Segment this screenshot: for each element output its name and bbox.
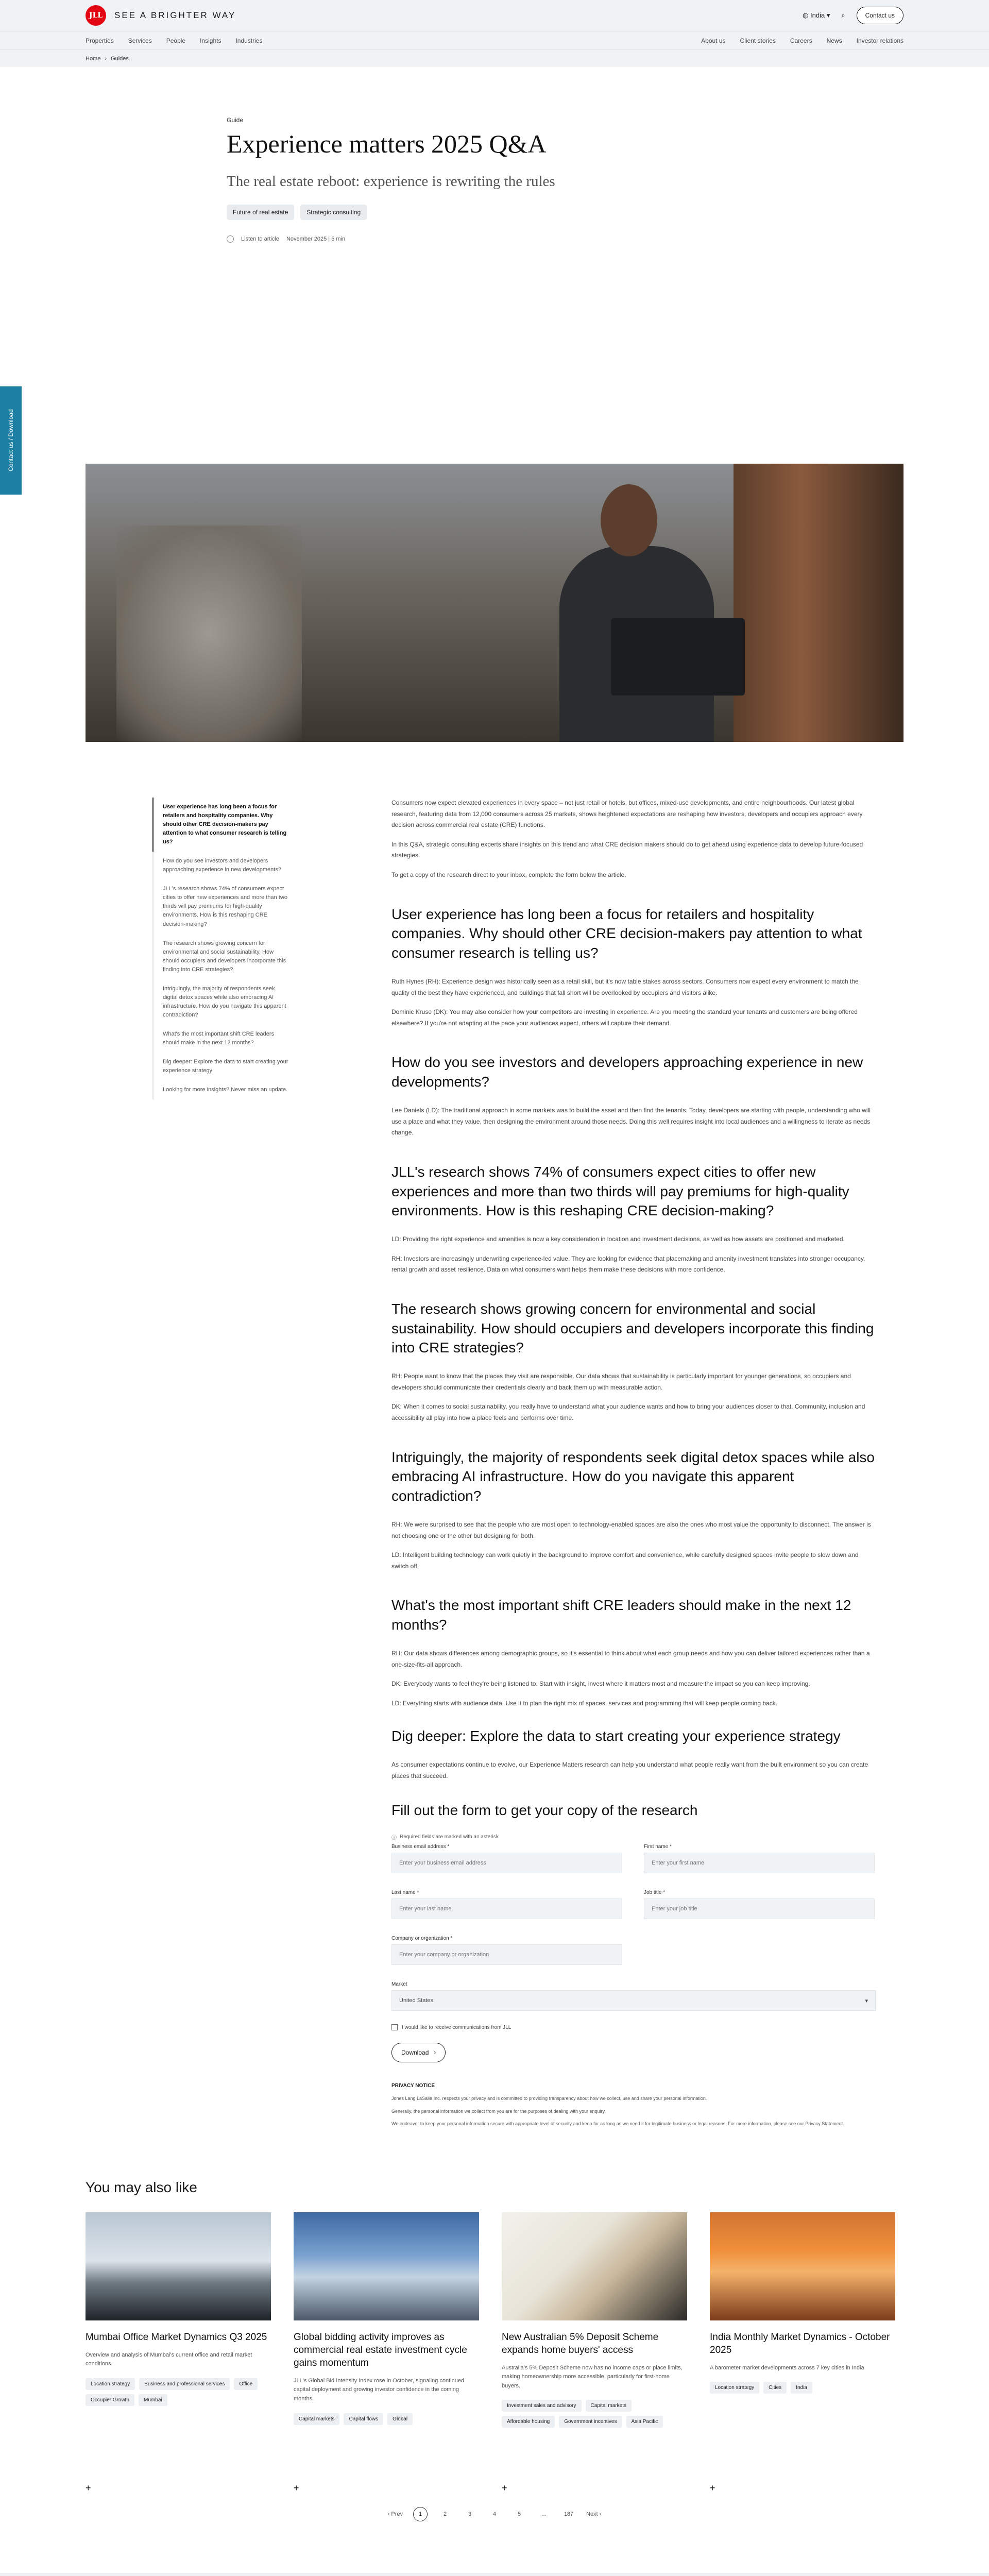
nav-industries[interactable]: Industries: [235, 37, 263, 44]
section-heading: What's the most important shift CRE leaders should make in the next 12 months?: [391, 1597, 851, 1633]
card-tag[interactable]: Business and professional services: [139, 2378, 230, 2390]
last-name-label: Last name *: [391, 1890, 419, 1896]
card-tag[interactable]: Capital markets: [586, 2400, 632, 2412]
card-tag[interactable]: Affordable housing: [502, 2416, 555, 2428]
pagination: [86, 2507, 903, 2521]
card-tag[interactable]: Mumbai: [139, 2394, 167, 2406]
card-tag[interactable]: Capital flows: [344, 2413, 383, 2425]
job-title-field[interactable]: Enter your job title: [644, 1899, 875, 1919]
privacy-paragraph: Generally, the personal information we collect from you are for the purposes of dealing with your enquiry.: [391, 2108, 606, 2114]
intro-paragraph: Consumers now expect elevated experiences in every space – not just retail or hotels, but offices, mixed-use developments, and entire neighbourhoods. Our latest global research, featuring data from 12,000 consumers across 25 markets, shows heightened expectations are reshaping how investors, developers and occupiers approach every decision across commercial real estate (CRE) functions.: [391, 799, 863, 829]
card-title[interactable]: India Monthly Market Dynamics - October 2025: [710, 2331, 890, 2355]
nav-services[interactable]: Services: [128, 37, 152, 44]
publish-date: November 2025 | 5 min: [286, 236, 346, 242]
section-paragraph: RH: Investors are increasingly underwriting experience-led value. They are looking for evidence that placemaking and amenity investment translates into stronger occupancy, rental growth and asset resilience. Data on what consumers want helps them make these decisions with more confidence.: [391, 1255, 865, 1274]
related-card[interactable]: [710, 2212, 895, 2499]
plus-icon[interactable]: +: [710, 2482, 715, 2493]
card-image: [710, 2212, 895, 2320]
toc-item[interactable]: How do you see investors and developers approaching experience in new developments?: [152, 852, 298, 879]
card-title[interactable]: New Australian 5% Deposit Scheme expands home buyers' access: [502, 2331, 659, 2355]
section-heading: Intriguingly, the majority of respondents seek digital detox spaces while also embracing AI infrastructure. How do you navigate this apparent contradiction?: [391, 1449, 875, 1504]
nav-client-stories[interactable]: Client stories: [740, 37, 776, 44]
card-tag[interactable]: Cities: [763, 2382, 787, 2394]
nav-news[interactable]: News: [826, 37, 842, 44]
page-title: Experience matters 2025 Q&A: [227, 129, 547, 158]
card-image: [294, 2212, 479, 2320]
toc-item[interactable]: JLL's research shows 74% of consumers expect cities to offer new experiences and more than two thirds will pay premiums for high-quality environments. How is this reshaping CRE decision-making?: [152, 879, 298, 934]
related-card[interactable]: [86, 2212, 271, 2499]
privacy-paragraph: Jones Lang LaSalle Inc. respects your privacy and is committed to providing transparency about how we collect, use and share your personal information.: [391, 2096, 707, 2102]
card-text: JLL's Global Bid Intensity Index rose in October, signaling continued capital deployment and growing investor confidence in the coming months.: [294, 2377, 465, 2402]
card-image: [502, 2212, 687, 2320]
company-label: Company or organization *: [391, 1936, 453, 1942]
pager-page[interactable]: 4: [492, 2511, 497, 2517]
listen-icon[interactable]: [227, 235, 234, 243]
card-tag[interactable]: Location strategy: [86, 2378, 135, 2390]
email-label: Business email address *: [391, 1844, 450, 1850]
section-heading: JLL's research shows 74% of consumers expect cities to offer new experiences and more than two thirds will pay premiums for high-quality environments. How is this reshaping CRE decision-making?: [391, 1163, 849, 1219]
pager-ellipsis: ...: [541, 2511, 547, 2517]
card-tag[interactable]: Investment sales and advisory: [502, 2400, 582, 2412]
intro-paragraph: To get a copy of the research direct to your inbox, complete the form below the article.: [391, 871, 626, 878]
hero-image: [86, 464, 903, 742]
toc-item[interactable]: What's the most important shift CRE leaders should make in the next 12 months?: [152, 1025, 298, 1053]
section-paragraph: LD: Intelligent building technology can work quietly in the background to improve comfort and convenience, while carefully designed spaces invite people to slow down and switch off.: [391, 1551, 859, 1570]
card-title[interactable]: Global bidding activity improves as commercial real estate investment cycle gains momentum: [294, 2331, 467, 2368]
card-tag[interactable]: Office: [234, 2378, 258, 2390]
section-heading: How do you see investors and developers approaching experience in new developments?: [391, 1054, 863, 1090]
card-title[interactable]: Mumbai Office Market Dynamics Q3 2025: [86, 2331, 267, 2343]
region-selector[interactable]: ◍ India ▾: [803, 11, 830, 19]
consent-label: I would like to receive communications from JLL: [402, 2024, 511, 2030]
nav-properties[interactable]: Properties: [86, 37, 114, 44]
toc-item[interactable]: User experience has long been a focus for retailers and hospitality companies. Why should other CRE decision-makers pay attention to what consumer research is telling us?: [152, 798, 298, 852]
job-title-label: Job title *: [644, 1890, 666, 1896]
card-text: Australia's 5% Deposit Scheme now has no income caps or place limits, making homeownership more accessible, particularly for first-home buyers.: [502, 2364, 683, 2389]
section-paragraph: DK: Everybody wants to feel they're being listened to. Start with insight, invest where it matters most and measure the impact so you can keep improving.: [391, 1680, 810, 1688]
listen-label[interactable]: Listen to article: [241, 236, 279, 242]
consent-checkbox[interactable]: [391, 2024, 398, 2030]
table-of-contents: [152, 798, 298, 2133]
card-tag[interactable]: India: [791, 2382, 812, 2394]
breadcrumb-separator: ›: [105, 55, 107, 62]
toc-item[interactable]: Dig deeper: Explore the data to start creating your experience strategy: [152, 1053, 298, 1080]
card-tag[interactable]: Asia Pacific: [626, 2416, 663, 2428]
arrow-right-icon: ›: [434, 2049, 436, 2057]
nav-careers[interactable]: Careers: [790, 37, 812, 44]
required-note: Required fields are marked with an asterisk: [400, 1834, 499, 1840]
breadcrumb-home[interactable]: Home: [86, 55, 101, 62]
contact-button[interactable]: Contact us: [857, 7, 903, 24]
privacy-title: PRIVACY NOTICE: [391, 2083, 435, 2089]
section-paragraph: RH: Our data shows differences among demographic groups, so it's essential to think about what each group needs and how you can deliver tailored experiences rather than a one-size-fits-all approach.: [391, 1650, 870, 1668]
nav-people[interactable]: People: [166, 37, 186, 44]
privacy-notice: [391, 2083, 876, 2127]
card-text: Overview and analysis of Mumbai's current office and retail market conditions.: [86, 2351, 252, 2367]
section-paragraph: LD: Providing the right experience and amenities is now a key consideration in location and investment decisions, as well as how assets are positioned and marketed.: [391, 1235, 845, 1243]
related-title: You may also like: [86, 2179, 197, 2195]
pager-page[interactable]: 2: [443, 2511, 447, 2517]
tag-future-of-real-estate[interactable]: Future of real estate: [227, 205, 294, 220]
company-field[interactable]: Enter your company or organization: [391, 1944, 622, 1965]
card-tag[interactable]: Government incentives: [559, 2416, 622, 2428]
logo-tagline: SEE A BRIGHTER WAY: [114, 10, 236, 20]
side-contact-tab[interactable]: Contact us / Download: [0, 386, 22, 495]
chevron-down-icon: ▾: [865, 1997, 868, 2004]
section-paragraph: Ruth Hynes (RH): Experience design was historically seen as a retail skill, but it's now table stakes across sectors. Consumers now expect every environment to match the quality of the best they have experienced, and buildings that fall short will be overlooked by occupiers and visitors alike.: [391, 977, 859, 996]
form-title: Fill out the form to get your copy of the research: [391, 1802, 698, 1819]
download-button[interactable]: Download ›: [391, 2043, 446, 2062]
main-nav: [0, 31, 989, 49]
card-tag[interactable]: Occupier Growth: [86, 2394, 134, 2406]
related-content: [0, 2133, 989, 2521]
pager-page[interactable]: 5: [517, 2511, 521, 2517]
breadcrumb: [0, 49, 989, 67]
info-icon: ⓘ: [391, 1835, 397, 1841]
search-icon[interactable]: ⌕: [841, 11, 845, 19]
card-text: A barometer market developments across 7 key cities in India: [710, 2364, 864, 2371]
related-card[interactable]: [294, 2212, 479, 2499]
card-tag[interactable]: Global: [387, 2413, 413, 2425]
privacy-paragraph: We endeavor to keep your personal information secure with appropriate level of security and keep for as long as we need it for legitimate business or legal reasons. For more information, please see our Privacy Statement.: [391, 2121, 844, 2127]
toc-item[interactable]: The research shows growing concern for environmental and social sustainability. How should occupiers and developers incorporate this finding into CRE strategies?: [152, 934, 298, 979]
section-heading: Dig deeper: Explore the data to start creating your experience strategy: [391, 1728, 841, 1744]
pager-page[interactable]: 3: [468, 2511, 472, 2517]
email-field[interactable]: Enter your business email address: [391, 1853, 622, 1873]
pager-page[interactable]: 187: [564, 2511, 574, 2517]
market-label: Market: [391, 1981, 407, 1988]
card-tag[interactable]: Capital markets: [294, 2413, 339, 2425]
section-paragraph: As consumer expectations continue to evolve, our Experience Matters research can help you understand what people really want from the built environment so you can create places that succeed.: [391, 1761, 868, 1780]
plus-icon[interactable]: +: [294, 2482, 299, 2493]
card-tag[interactable]: Location strategy: [710, 2382, 759, 2394]
section-paragraph: RH: People want to know that the places they visit are responsible. Our data shows that sustainability is particularly important for younger generations, so occupiers and developers should communicate their credentials clearly and back them up with measurable action.: [391, 1372, 851, 1391]
top-header: [0, 0, 989, 31]
section-paragraph: Lee Daniels (LD): The traditional approach in some markets was to build the asset and then find the tenants. Today, developers are starting with people, understanding who will use a place and what they value, then designing the environment around those needs. Doing this well requires insight into local audiences and a willingness to iterate as needs change.: [391, 1106, 871, 1137]
related-card[interactable]: [502, 2212, 687, 2499]
section-heading: User experience has long been a focus for retailers and hospitality companies. Why should other CRE decision-makers pay attention to what consumer research is telling us?: [391, 906, 862, 961]
intro-paragraph: In this Q&A, strategic consulting experts share insights on this trend and what CRE decision makers should do to get ahead using experience data to develop future-focused strategies.: [391, 840, 863, 859]
section-heading: The research shows growing concern for environmental and social sustainability. How should occupiers and developers incorporate this finding into CRE strategies?: [391, 1300, 874, 1356]
breadcrumb-guides[interactable]: Guides: [111, 55, 129, 62]
first-name-label: First name *: [644, 1844, 672, 1850]
first-name-field[interactable]: Enter your first name: [644, 1853, 875, 1873]
tag-strategic-consulting[interactable]: Strategic consulting: [300, 205, 367, 220]
page-subtitle: The real estate reboot: experience is rewriting the rules: [227, 173, 555, 190]
article-content: [391, 798, 876, 2133]
pager-page[interactable]: 1: [413, 2507, 428, 2521]
pager-prev[interactable]: ‹ Prev: [387, 2511, 403, 2517]
nav-insights[interactable]: Insights: [200, 37, 221, 44]
jll-logo[interactable]: [86, 5, 236, 26]
toc-item[interactable]: Looking for more insights? Never miss an update.: [152, 1080, 298, 1099]
plus-icon[interactable]: +: [86, 2482, 91, 2493]
market-select[interactable]: [391, 1990, 876, 2011]
section-paragraph: DK: When it comes to social sustainability, you really have to understand what your audience wants and how to bring your audiences closer to that. Community, inclusion and accessibility all play into how a place feels and performs over time.: [391, 1403, 865, 1422]
hero: [0, 67, 989, 472]
section-paragraph: LD: Everything starts with audience data. Use it to plan the right mix of spaces, services and programming that will keep people coming back.: [391, 1699, 778, 1707]
market-value: United States: [399, 1997, 434, 2004]
nav-investor-relations[interactable]: Investor relations: [856, 37, 903, 44]
article: [0, 742, 989, 2133]
globe-icon: ◍: [803, 11, 810, 19]
section-paragraph: RH: We were surprised to see that the people who are most open to technology-enabled spaces are also the ones who most value the opportunity to disconnect. The answer is not choosing one or the other but designing for both.: [391, 1521, 871, 1539]
eyebrow: Guide: [227, 116, 244, 124]
plus-icon[interactable]: +: [502, 2482, 507, 2493]
section-paragraph: Dominic Kruse (DK): You may also consider how your competitors are investing in experience. Are you meeting the standard your tenants and customers are being offered elsewhere? If you're not adapting at the pace your audiences expect, others will capture their demand.: [391, 1008, 858, 1027]
logo-mark: JLL: [86, 5, 106, 26]
last-name-field[interactable]: Enter your last name: [391, 1899, 622, 1919]
card-image: [86, 2212, 271, 2320]
newsletter-cta: [0, 2573, 989, 2576]
nav-about[interactable]: About us: [701, 37, 726, 44]
pager-next[interactable]: Next ›: [586, 2511, 602, 2517]
toc-item[interactable]: Intriguingly, the majority of respondents seek digital detox spaces while also embracing AI infrastructure. How do you navigate this apparent contradiction?: [152, 979, 298, 1025]
